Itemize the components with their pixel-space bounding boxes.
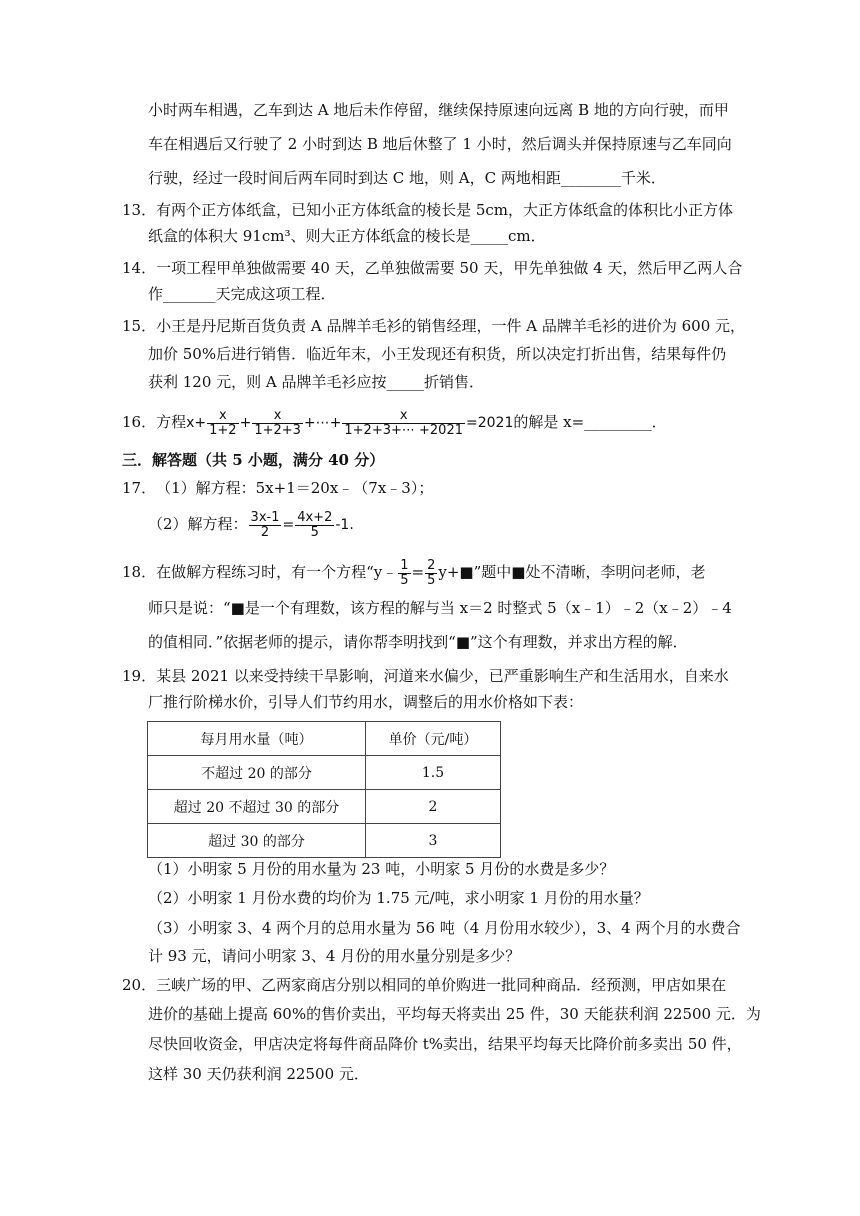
question-text: 有两个正方体纸盒，已知小正方体纸盒的棱长是 5cm，大正方体纸盒的体积比小正方体 <box>156 201 734 219</box>
q16-fraction-3 <box>342 409 465 438</box>
denominator: 1+2+3 <box>254 422 301 438</box>
q18-fraction-2 <box>425 559 437 588</box>
q16-fraction-2 <box>252 409 303 438</box>
q20-line-3: 尽快回收资金，甲店决定将每件商品降价 t%卖出，结果平均每天比降价前多卖出 50 件， <box>148 1035 742 1053</box>
q18-fraction-1 <box>398 559 410 588</box>
q16-fraction-1 <box>207 409 238 438</box>
denominator: 1+2+3+⋯ +2021 <box>344 422 463 438</box>
q17-part1: （1）解方程：5x+1＝20x﹣（7x﹣3）； <box>156 479 434 497</box>
numerator: x <box>342 409 465 424</box>
numerator: 4x+2 <box>297 509 333 525</box>
table-header: 每月用水量（吨） <box>148 722 366 756</box>
denominator: 2 <box>260 524 270 540</box>
q17-part2-pre: （2）解方程： <box>148 515 248 533</box>
table-header: 单价（元/吨） <box>366 722 501 756</box>
q16-eq: =2021 <box>466 415 514 431</box>
question-number: 19． <box>122 667 157 685</box>
q16-x: x <box>186 415 195 431</box>
q14-line-2: 作_______天完成这项工程． <box>148 285 336 303</box>
q16-dots: +⋯+ <box>303 415 342 431</box>
denominator: 5 <box>400 572 409 588</box>
denominator: 1+2 <box>209 422 237 438</box>
q17-fraction-2 <box>295 511 334 540</box>
q20-line-2: 进价的基础上提高 60%的售价卖出，平均每天将卖出 25 件，30 天能获利润 22500 元．为 <box>148 1005 761 1023</box>
q15-line-3: 获利 120 元，则 A 品牌羊毛衫应按_____折销售． <box>148 373 485 391</box>
q14-line-1 <box>122 258 742 278</box>
q18-line-2: 师只是说：“■是一个有理数，该方程的解与当 x＝2 时整式 5（x﹣1）﹣2（x﹣2）﹣4 <box>148 599 732 617</box>
section-heading: 三．解答题（共 5 小题，满分 40 分） <box>122 451 385 469</box>
q18-line-1 <box>122 554 705 590</box>
q20-line-4: 这样 30 天仍获利润 22500 元． <box>148 1065 369 1083</box>
water-price-table <box>147 721 501 858</box>
q15-line-2: 加价 50%后进行销售．临近年末，小王发现还有积货，所以决定打折出售，结果每件仍 <box>148 345 727 363</box>
numerator: 3x-1 <box>250 509 280 525</box>
table-cell: 1.5 <box>366 756 501 790</box>
question-number: 20． <box>122 976 157 994</box>
q19-sub-2: （2）小明家 1 月份水费的均价为 1.75 元/吨，求小明家 1 月份的用水量？ <box>148 889 649 907</box>
q17-eq: = <box>282 517 295 533</box>
question-number: 13． <box>122 201 157 219</box>
q18-line1-a: 在做解方程练习时，有一个方程“y﹣ <box>156 563 398 581</box>
q18-eq: = <box>411 563 425 581</box>
q16-pre: 方程 <box>156 413 187 431</box>
question-number: 18． <box>122 563 157 581</box>
q18-line-3: 的值相同．”依据老师的提示，请你帮李明找到“■”这个有理数，并求出方程的解． <box>148 633 688 651</box>
q18-line1-b: y+■”题中■处不清晰，李明问老师，老 <box>438 563 706 581</box>
table-cell: 2 <box>366 790 501 824</box>
table-cell: 3 <box>366 824 501 858</box>
q17-fraction-1 <box>249 511 282 540</box>
q20-line-1 <box>122 975 726 995</box>
q16-plus: + <box>194 415 207 431</box>
table-row <box>148 790 501 824</box>
numerator: x <box>207 409 238 424</box>
numerator: 1 <box>400 557 409 573</box>
q15-line-1 <box>122 316 745 336</box>
q19-sub-3-line-1: （3）小明家 3、4 两个月的总用水量为 56 吨（4 月份用水较少），3、4 两个月的水费合 <box>148 919 741 937</box>
q12-line-1: 小时两车相遇，乙车到达 A 地后未作停留，继续保持原速向远离 B 地的方向行驶，而甲 <box>148 101 729 119</box>
question-number: 15． <box>122 317 157 335</box>
q17-line-1 <box>122 478 433 498</box>
q17-line-2 <box>148 506 354 543</box>
table-header-row <box>148 722 501 756</box>
q19-sub-1: （1）小明家 5 月份的用水量为 23 吨，小明家 5 月份的水费是多少？ <box>148 860 615 878</box>
denominator: 5 <box>427 572 436 588</box>
q12-line-2: 车在相遇后又行驶了 2 小时到达 B 地后休整了 1 小时，然后调头并保持原速与乙车同向 <box>148 135 732 153</box>
q19-line-1 <box>122 666 729 686</box>
q16-post: 的解是 x=_________． <box>513 413 667 431</box>
q13-line-1 <box>122 200 733 220</box>
q16-line <box>122 404 667 441</box>
question-number: 14． <box>122 259 157 277</box>
numerator: x <box>252 409 303 424</box>
q17-tail: -1. <box>335 517 354 533</box>
question-text: 小王是丹尼斯百货负责 A 品牌羊毛衫的销售经理，一件 A 品牌羊毛衫的进价为 600 元， <box>156 317 746 335</box>
table-row <box>148 824 501 858</box>
question-number: 16． <box>122 413 157 431</box>
denominator: 5 <box>310 524 319 540</box>
question-text: 一项工程甲单独做需要 40 天，乙单独做需要 50 天，甲先单独做 4 天，然后甲乙两人合 <box>156 259 743 277</box>
question-text: 某县 2021 以来受持续干旱影响，河道来水偏少，已严重影响生产和生活用水，自来水 <box>156 667 729 685</box>
table-cell: 超过 30 的部分 <box>148 824 366 858</box>
numerator: 2 <box>427 557 436 573</box>
table-cell: 不超过 20 的部分 <box>148 756 366 790</box>
q13-line-2: 纸盒的体积大 91cm³、则大正方体纸盒的棱长是_____cm． <box>148 227 546 245</box>
question-text: 三峡广场的甲、乙两家商店分别以相同的单价购进一批同种商品．经预测，甲店如果在 <box>156 976 727 994</box>
q16-plus: + <box>239 415 252 431</box>
table-cell: 超过 20 不超过 30 的部分 <box>148 790 366 824</box>
table-row <box>148 756 501 790</box>
q19-sub-3-line-2: 计 93 元，请问小明家 3、4 月份的用水量分别是多少？ <box>148 947 521 965</box>
q19-line-2: 厂推行阶梯水价，引导人们节约用水，调整后的用水价格如下表： <box>148 693 584 711</box>
question-number: 17． <box>122 479 157 497</box>
q12-line-3: 行驶，经过一段时间后两车同时到达 C 地，则 A，C 两地相距________千米． <box>148 169 666 187</box>
